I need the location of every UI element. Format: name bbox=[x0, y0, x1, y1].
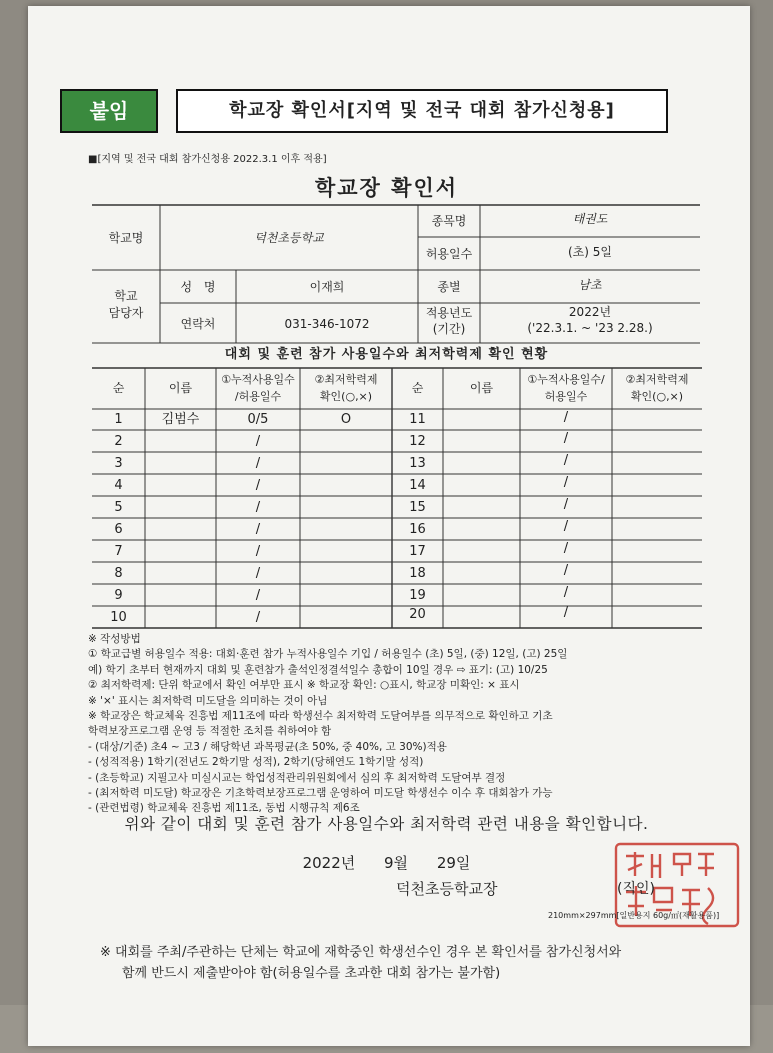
table-row-min: O bbox=[340, 412, 352, 427]
gender-label: 종별 bbox=[437, 280, 461, 294]
date-month: 9월 bbox=[384, 854, 409, 872]
table-row-no: 1 bbox=[114, 412, 123, 427]
table-row-no-right: 17 bbox=[409, 544, 426, 559]
note-line: - (성적적용) 1학기(전년도 2학기말 성적), 2학기(당해연도 1학기말 성적) bbox=[88, 756, 424, 769]
table-row-usage-right: / bbox=[563, 410, 569, 425]
table-row-no-right: 16 bbox=[409, 522, 426, 537]
header-min-line2: 확인(○,×) bbox=[319, 390, 373, 403]
table-row-usage-right: / bbox=[563, 497, 569, 512]
header-usage-right-line1: ①누적사용일수/ bbox=[527, 373, 605, 386]
gender-value: 남초 bbox=[578, 278, 602, 292]
table-row-no-right: 12 bbox=[409, 434, 426, 449]
header-min-right-line1: ②최저학력제 bbox=[625, 373, 689, 386]
table-row-no-right: 18 bbox=[409, 566, 426, 581]
header-min-line1: ②최저학력제 bbox=[314, 373, 378, 386]
header-no: 순 bbox=[112, 381, 125, 395]
table-row-no-right: 14 bbox=[409, 478, 426, 493]
note-line: 학력보장프로그램 운영 등 적절한 조치를 취하여야 함 bbox=[88, 725, 332, 738]
table-row-usage: 0/5 bbox=[247, 412, 269, 427]
table-row-usage: / bbox=[255, 456, 261, 471]
table-row-no-right: 11 bbox=[409, 412, 426, 427]
form-version-note: ■[지역 및 전국 대회 참가신청용 2022.3.1 이후 적용] bbox=[88, 154, 327, 165]
table-row-usage-right: / bbox=[563, 585, 569, 600]
header-usage-line1: ①누적사용일수 bbox=[221, 373, 295, 386]
attachment-label: 붙임 bbox=[60, 89, 158, 133]
table-row-no: 10 bbox=[110, 610, 127, 625]
note-line: ※ '×' 표시는 최저학력 미도달을 의미하는 것이 아님 bbox=[88, 694, 328, 707]
table-row-usage: / bbox=[255, 434, 261, 449]
date-day: 29일 bbox=[436, 854, 471, 872]
table-row-usage: / bbox=[255, 522, 261, 537]
table-row-no: 8 bbox=[114, 566, 123, 581]
note-line: ① 학교급별 허용일수 적용: 대회·훈련 참가 누적사용일수 기입 / 허용일수 (초) 5일, (중) 12일, (고) 25일 bbox=[88, 648, 568, 661]
table-row-usage-right: / bbox=[563, 431, 569, 446]
table-row-no: 9 bbox=[114, 588, 123, 603]
year-value-line1: 2022년 bbox=[568, 305, 612, 319]
paper-spec: 210mm×297mm[일반용지 60g/㎡(재활용품)] bbox=[548, 911, 720, 920]
note-line: ※ 학교장은 학교체육 진흥법 제11조에 따라 학생선수 최저학력 도달여부를 의무적으로 확인하고 기초 bbox=[88, 710, 553, 723]
allowed-days-value: (초) 5일 bbox=[568, 245, 612, 259]
note-line: - (대상/기준) 초4 ~ 고3 / 해당학년 과목평균(초 50%, 중 40%, 고 30%)적용 bbox=[88, 740, 447, 753]
allowed-days-label: 허용일수 bbox=[425, 247, 473, 261]
table-row-no: 4 bbox=[114, 478, 123, 493]
note-line: ② 최저학력제: 단위 학교에서 확인 여부만 표시 ※ 학교장 확인: ○표시, 학교장 미확인: × 표시 bbox=[88, 679, 520, 692]
table-row-usage-right: / bbox=[563, 541, 569, 556]
year-label-line2: (기간) bbox=[432, 322, 466, 336]
table-row-usage: / bbox=[255, 610, 261, 625]
table-row-usage: / bbox=[255, 500, 261, 515]
table-row-no: 2 bbox=[114, 434, 123, 449]
note-line: ※ 작성방법 bbox=[88, 633, 141, 645]
name-label: 성 명 bbox=[180, 280, 216, 294]
table-row-no: 7 bbox=[114, 544, 123, 559]
year-label-line1: 적용년도 bbox=[425, 306, 473, 320]
table-row-no: 6 bbox=[114, 522, 123, 537]
seal-label: (직인) bbox=[617, 881, 655, 897]
footnote-line: ※ 대회를 주최/주관하는 단체는 학교에 재학중인 학생선수인 경우 본 확인서를 참가신청서와 bbox=[100, 945, 622, 960]
header-usage-line2: /허용일수 bbox=[234, 390, 282, 403]
table-row-usage: / bbox=[255, 588, 261, 603]
confirmation-statement: 위와 같이 대회 및 훈련 참가 사용일수와 최저학력 관련 내용을 확인합니다. bbox=[124, 815, 649, 833]
note-line: - (초등학교) 지필고사 미실시교는 학업성적관리위원회에서 심의 후 최저학력 도달여부 결정 bbox=[88, 771, 506, 784]
table-row-no: 5 bbox=[114, 500, 123, 515]
header-no-right: 순 bbox=[411, 381, 424, 395]
submission-footnote bbox=[100, 942, 730, 984]
attachment-title: 학교장 확인서[지역 및 전국 대회 참가신청용] bbox=[176, 89, 668, 133]
table-row-usage: / bbox=[255, 478, 261, 493]
table-row-no-right: 19 bbox=[409, 588, 426, 603]
table-row-usage-right: / bbox=[563, 519, 569, 534]
table-row-usage-right: / bbox=[563, 475, 569, 490]
school-label: 학교명 bbox=[108, 231, 144, 245]
contact-label: 연락처 bbox=[180, 317, 216, 331]
school-value: 덕천초등학교 bbox=[254, 231, 324, 245]
manager-label-line2: 담당자 bbox=[108, 306, 144, 320]
table-row-no-right: 20 bbox=[409, 607, 426, 622]
manager-label-line1: 학교 bbox=[114, 289, 138, 303]
header-name-right: 이름 bbox=[469, 381, 494, 395]
contact-value: 031-346-1072 bbox=[284, 317, 370, 331]
table-row-name: 김범수 bbox=[161, 412, 200, 427]
date-year: 2022년 bbox=[302, 854, 356, 872]
header-name: 이름 bbox=[168, 381, 193, 395]
name-value: 이재희 bbox=[309, 280, 345, 294]
section-title: 대회 및 훈련 참가 사용일수와 최저학력제 확인 현황 bbox=[224, 347, 549, 362]
table-row-usage-right: / bbox=[563, 605, 569, 620]
table-row-usage: / bbox=[255, 544, 261, 559]
table-row-usage-right: / bbox=[563, 563, 569, 578]
header-min-right-line2: 확인(○,×) bbox=[630, 390, 684, 403]
note-line: - (관련법령) 학교체육 진흥법 제11조, 동법 시행규칙 제6조 bbox=[88, 802, 360, 815]
form-title: 학교장 확인서 bbox=[314, 176, 459, 200]
year-value-line2: ('22.3.1. ~ '23 2.28.) bbox=[527, 321, 653, 335]
table-row-no-right: 13 bbox=[409, 456, 426, 471]
principal-name: 덕천초등학교장 bbox=[396, 880, 498, 898]
note-line: 예) 학기 초부터 현재까지 대회 및 훈련참가 출석인정결석일수 총합이 10일 경우 ⇨ 표기: (고) 10/25 bbox=[88, 663, 548, 676]
note-line: - (최저학력 미도달) 학교장은 기초학력보장프로그램 운영하여 미도달 학생선수 이수 후 대회참가 가능 bbox=[88, 787, 553, 800]
event-label: 종목명 bbox=[431, 214, 467, 228]
writing-instructions bbox=[88, 632, 728, 817]
footnote-line: 함께 반드시 제출받아야 함(허용일수를 초과한 대회 참가는 불가함) bbox=[122, 966, 501, 981]
table-row-no-right: 15 bbox=[409, 500, 426, 515]
table-row-usage-right: / bbox=[563, 453, 569, 468]
event-value: 태권도 bbox=[572, 212, 608, 226]
header-usage-right-line2: 허용일수 bbox=[544, 390, 588, 403]
table-row-no: 3 bbox=[114, 456, 123, 471]
table-row-usage: / bbox=[255, 566, 261, 581]
